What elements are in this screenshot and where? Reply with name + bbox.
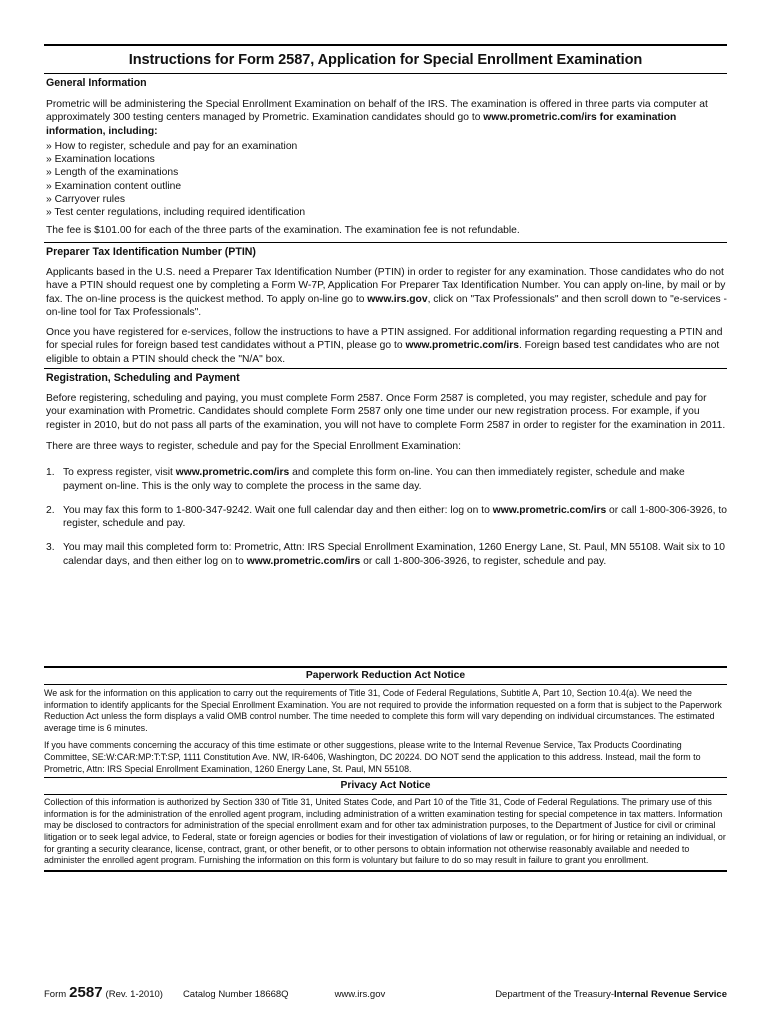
top-rule [44,44,727,46]
general-intro: Prometric will be administering the Special Enrollment Examination on behalf of the IRS. The examination is offered in three parts via computer at approximately 300 testing centers managed by Prometric. Examination candidates should go to www.prometric.com/irs for examination information, including: [46,99,708,137]
list-item: » Examination locations [46,154,155,166]
section-heading-registration: Registration, Scheduling and Payment [46,372,240,385]
section-heading-paperwork: Paperwork Reduction Act Notice [305,670,466,682]
form-label: Form [44,989,67,1000]
exam-info-list [46,140,727,220]
divider [44,666,727,668]
divider [44,368,727,369]
list-item: 1. To express register, visit www.prometric.com/irs and complete this form on-line. You can then immediately register, schedule and make payment on-line. This is the only way to complete the process in the same day. [46,467,685,492]
ptin-paragraph-1: Applicants based in the U.S. need a Preparer Tax Identification Number (PTIN) in order to register for any examination. Those candidates who do not have a PTIN should request one by completing a Form W-7P, Application For Preparer Tax Identification Number. You can apply on-line, by mail or by fax. The on-line process is the quickest method. To apply on-line go to www.irs.gov, click on "Tax Professionals" and then scroll down to "e-services - on-line tool for Tax Professionals". [46,266,727,318]
section-heading-privacy: Privacy Act Notice [340,780,431,792]
section-heading-ptin: Preparer Tax Identification Number (PTIN) [46,245,256,258]
bottom-rule [44,870,727,872]
privacy-paragraph: Collection of this information is authorized by Section 330 of Title 31, United States Code, and Part 10 of the Title 31, Code of Federal Regulations. The primary use of this information is for the administration of the enrolled agent program, including administration of a written examination testing for special competence in tax matters. Information may be disclosed to contractors for administration of the special enrollment exam and for other tax administration purposes, to the Department of Justice for civil or criminal litigation or to seek legal advice, to Federal, state or foreign agencies or bodies for their investigation of violations of law or regulation, or for hiring or retaining an individual, or for granting a security clearance, license, contract, grant, or other benefit, or to other persons to obtain information not otherwise reasonably available and needed to administer the enrolled agent program. Furnishing the information on this form is voluntary but failure to do so may result in failure to grant you enrollment. [44,797,726,866]
prometric-link[interactable]: www.prometric.com/irs [175,467,290,479]
form-footer [44,984,727,1001]
list-item: 2. You may fax this form to 1-800-347-9242. Wait one full calendar day and then either: log on to www.prometric.com/irs or call 1-800-306-3926, to register, schedule and pay. [46,504,727,530]
registration-steps [44,466,727,568]
divider [44,794,727,795]
form-number: 2587 [69,984,103,1001]
page-title: Instructions for Form 2587, Application for Special Enrollment Examination [128,52,643,68]
divider [44,73,727,74]
registration-paragraph: Before registering, scheduling and paying, you must complete Form 2587. Once Form 2587 is completed, you may register, schedule and pay for your examination with Prometric. Candidates should complete Form 2587 only one time under our new registration process. For example, if you register in 2010, but do not pass all parts of the examination, you will not have to complete Form 2587 in order to register for the examination in 2011. [46,393,726,431]
list-item: » Length of the examinations [46,167,179,179]
prometric-link[interactable]: www.prometric.com/irs [405,340,519,352]
catalog-number: Catalog Number 18668Q [182,989,289,1000]
list-item: » Carryover rules [46,194,125,206]
registration-ways-intro: There are three ways to register, schedule and pay for the Special Enrollment Examination: [46,440,461,452]
revision: (Rev. 1-2010) [105,989,163,1000]
irs-link[interactable]: www.irs.gov [367,293,428,305]
ptin-paragraph-2: Once you have registered for e-services, follow the instructions to have a PTIN assigned. For additional information regarding requesting a PTIN and for special rules for foreign based test candidates without a PTIN, please go to www.prometric.com/irs. Foreign based test candidates who are not eligible to obtain a PTIN should check the "N/A" box. [46,327,723,365]
divider [44,242,727,243]
website: www.irs.gov [334,989,386,1000]
list-item: » How to register, schedule and pay for an examination [46,140,298,152]
list-item: 3. You may mail this completed form to: Prometric, Attn: IRS Special Enrollment Examination, 1260 Energy Lane, St. Paul, MN 55108. Wait six to 10 calendar days, and then either log on to www.prometric.com/irs or call 1-800-306-3926, to register, schedule and pay. [46,542,725,567]
section-heading-general: General Information [46,77,147,89]
divider [44,777,727,778]
paperwork-paragraph-2: If you have comments concerning the accuracy of this time estimate or other suggestions, please write to the Internal Revenue Service, Tax Products Coordinating Committee, SE:W:CAR:MP:T:T:SP, 1111 Constitution Ave. NW, IR-6406, Washington, DC 20224. DO NOT send the application to this address. Instead, mail the form to Prometric, Attn: IRS Special Enrollment Examination, 1260 Energy Lane, St. Paul, MN 55108. [44,740,701,774]
department: Department of the Treasury-Internal Revenue Service [495,989,727,1000]
list-item: » Test center regulations, including required identification [46,207,306,219]
prometric-link[interactable]: www.prometric.com/irs [246,555,361,567]
prometric-link[interactable]: www.prometric.com/irs [492,504,607,516]
paperwork-paragraph-1: We ask for the information on this application to carry out the requirements of Title 31, Code of Federal Regulations, Subtitle A, Part 10, Section 10.4(a). We need the information to identify applicants for the Special Enrollment Examination. You are not required to provide the information requested on a form that is subject to the Paperwork Reduction Act unless the form displays a valid OMB control number. The time needed to complete this form will vary depending on individual circumstances. The estimated average time is 6 minutes. [44,688,722,733]
fee-text: The fee is $101.00 for each of the three parts of the examination. The examination fee is not refundable. [46,224,520,236]
list-item: » Examination content outline [46,180,182,192]
form-instructions-page [44,44,727,872]
prometric-link[interactable]: www.prometric.com/irs [483,112,597,124]
divider [44,684,727,685]
